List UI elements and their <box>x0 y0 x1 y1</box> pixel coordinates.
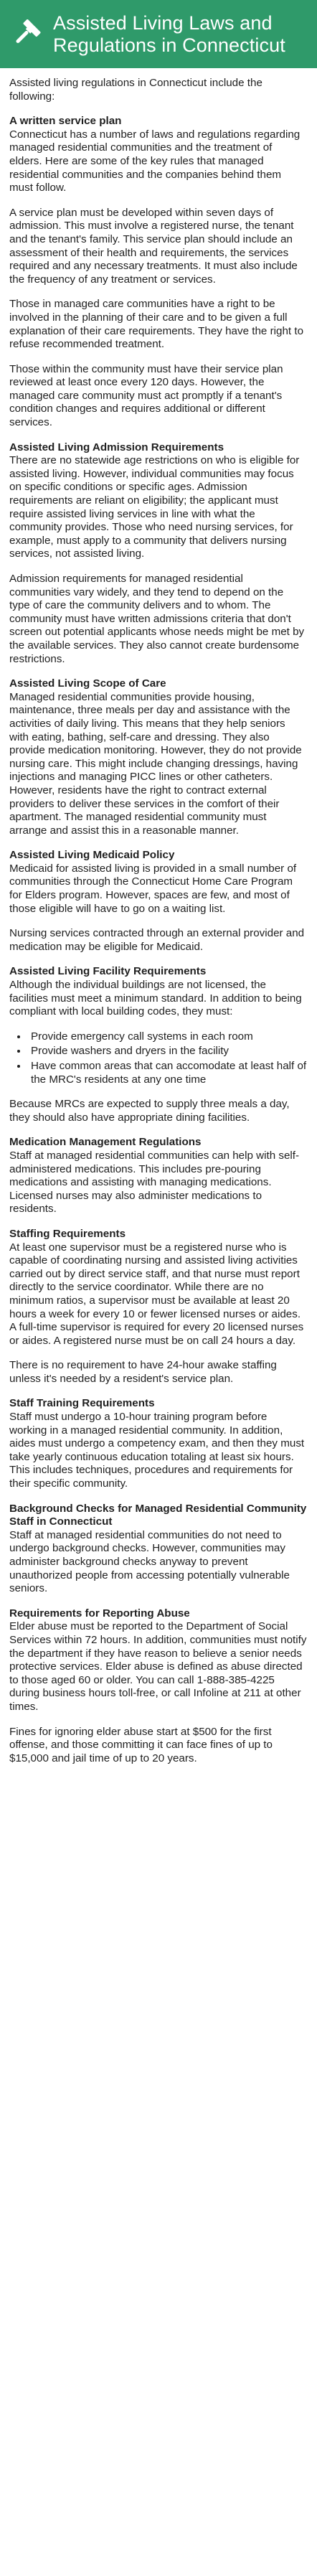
section-heading: Assisted Living Medicaid Policy <box>9 849 175 862</box>
section-paragraph: Staff at managed residential communities can help with self-administered medications. This includes pre-pouring medications and assisting with managing medications. Licensed nurses may also administer medications to residents. <box>9 1149 300 1216</box>
section-paragraph: Those in managed care communities have a right to be involved in the planning of their care and to be given a full explanation of their care requirements. They have the right to refuse recommended treatment. <box>9 298 304 351</box>
section-paragraph: Admission requirements for managed residential communities vary widely, and they tend to depend on the type of care the community delivers and to whom. The community must have written admissions criteria that don't screen out potential applicants whose needs might be met by the available services. They also cannot create burdensome restrictions. <box>9 573 305 665</box>
section <box>9 115 307 429</box>
section <box>9 1228 307 1386</box>
section-paragraph: There is no requirement to have 24-hour awake staffing unless it's needed by a resident's service plan. <box>9 1359 277 1385</box>
section <box>9 1503 307 1596</box>
section <box>9 441 307 667</box>
section-paragraph: Staff at managed residential communities do not need to undergo background checks. However, communities may administer background checks anyway to prevent unauthorized people from accessing potentially vulnerable seniors. <box>9 1528 290 1595</box>
section-paragraph: Managed residential communities provide housing, maintenance, three meals per day and assistance with the activities of daily living. This means that they help seniors with eating, bathing, self-care and dressing. They also provide medication monitoring. However, they do not provide nursing care. This might include changing dressings, having injections and managing PICC lines or other catheters. However, residents have the right to contract external providers to deliver these services in the comfort of their apartment. The managed residential community must arrange and assist this in a reasonable manner. <box>9 690 302 837</box>
section-heading: Assisted Living Admission Requirements <box>9 441 224 453</box>
section <box>9 1607 307 1766</box>
section-paragraph: There are no statewide age restrictions on who is eligible for assisted living. However, individual communities may focus on specific conditions or specific ages. Admission requirements are reliant on eligibility; the applicant must require assisted living services in line with what the community provides. Those who need nursing services, for example, must apply to a community that delivers nursing services, not assisted living. <box>9 454 300 560</box>
section-heading: A written service plan <box>9 115 122 128</box>
section <box>9 965 307 1124</box>
section-heading: Requirements for Reporting Abuse <box>9 1607 190 1620</box>
section-paragraph: Connecticut has a number of laws and regulations regarding managed residential communities and the treatment of elders. Here are some of the key rules that managed residential communities and the companies behind them must follow. <box>9 128 301 194</box>
section-paragraph: At least one supervisor must be a registered nurse who is capable of coordinating nursing and assisted living activities carried out by direct service staff, and that nurse must report directly to the service coordinator. While there are no minimum ratios, a supervisor must be available at least 20 hours a week for every 10 or fewer licensed nurses or aides. A full-time supervisor is required for every 20 licensed nurses or aides. A registered nurse must be on call 24 hours a day. <box>9 1241 304 1347</box>
article-body <box>0 68 317 1794</box>
section-paragraph: Elder abuse must be reported to the Department of Social Services within 72 hours. In addition, communities must notify the department if they have reason to believe a senior needs protective services. Elder abuse is defined as abuse directed to those aged 60 or older. You can call 1-888-385-4225 during business hours toll-free, or call Infoline at 211 at other times. <box>9 1620 307 1713</box>
section-heading: Staff Training Requirements <box>9 1397 155 1410</box>
list-item: • Provide emergency call systems in each room <box>28 1030 307 1044</box>
section-paragraph: Although the individual buildings are not licensed, the facilities must meet a minimum standard. In addition to being compliant with local building codes, they must: <box>9 979 302 1018</box>
intro-text: Assisted living regulations in Connecticut include the following: <box>9 77 262 103</box>
section-paragraph: Nursing services contracted through an external provider and medication may be eligible for Medicaid. <box>9 927 305 953</box>
list-item: • Have common areas that can accomodate at least half of the MRC's residents at any one time <box>28 1060 307 1086</box>
page-title: Assisted Living Laws and Regulations in Connecticut <box>53 11 285 56</box>
bullet-list <box>9 1030 307 1086</box>
list-item: • Provide washers and dryers in the facility <box>28 1045 307 1058</box>
section-heading: Medication Management Regulations <box>9 1136 202 1149</box>
section-paragraph: A service plan must be developed within seven days of admission. This must involve a registered nurse, the tenant and the tenant's family. This service plan should include an assessment of their health and requirements, the services required and any necessary treatments. It must also include the frequency of any treatment or services. <box>9 206 298 286</box>
gavel-icon <box>10 18 43 51</box>
section <box>9 849 307 954</box>
section <box>9 1397 307 1490</box>
sections-container <box>9 115 307 1765</box>
section-paragraph: Fines for ignoring elder abuse start at $500 for the first offense, and those committing it can face fines of up to $15,000 and jail time of up to 20 years. <box>9 1725 273 1764</box>
section-paragraph: Because MRCs are expected to supply three meals a day, they should also have appropriate dining facilities. <box>9 1098 290 1124</box>
section-paragraph: Staff must undergo a 10-hour training program before working in a managed residential community. In addition, aides must undergo a competency exam, and then they must take yearly continuous education totaling at least six hours. This includes techniques, procedures and requirements for their specific community. <box>9 1411 305 1490</box>
page-header <box>0 0 317 68</box>
section-paragraph: Medicaid for assisted living is provided in a small number of communities through the Connecticut Home Care Program for Elders program. However, spaces are few, and most of those eligible will have to go on a waiting list. <box>9 862 297 915</box>
section-heading: Assisted Living Facility Requirements <box>9 965 207 978</box>
section-heading: Staffing Requirements <box>9 1227 126 1240</box>
section <box>9 677 307 837</box>
section-heading: Assisted Living Scope of Care <box>9 677 166 690</box>
section <box>9 1136 307 1216</box>
section-heading: Background Checks for Managed Residential Community Staff in Connecticut <box>9 1502 307 1528</box>
section-paragraph: Those within the community must have their service plan reviewed at least once every 120 days. However, the managed care community must act promptly if a tenant's condition changes and requires additional or different services. <box>9 362 283 429</box>
